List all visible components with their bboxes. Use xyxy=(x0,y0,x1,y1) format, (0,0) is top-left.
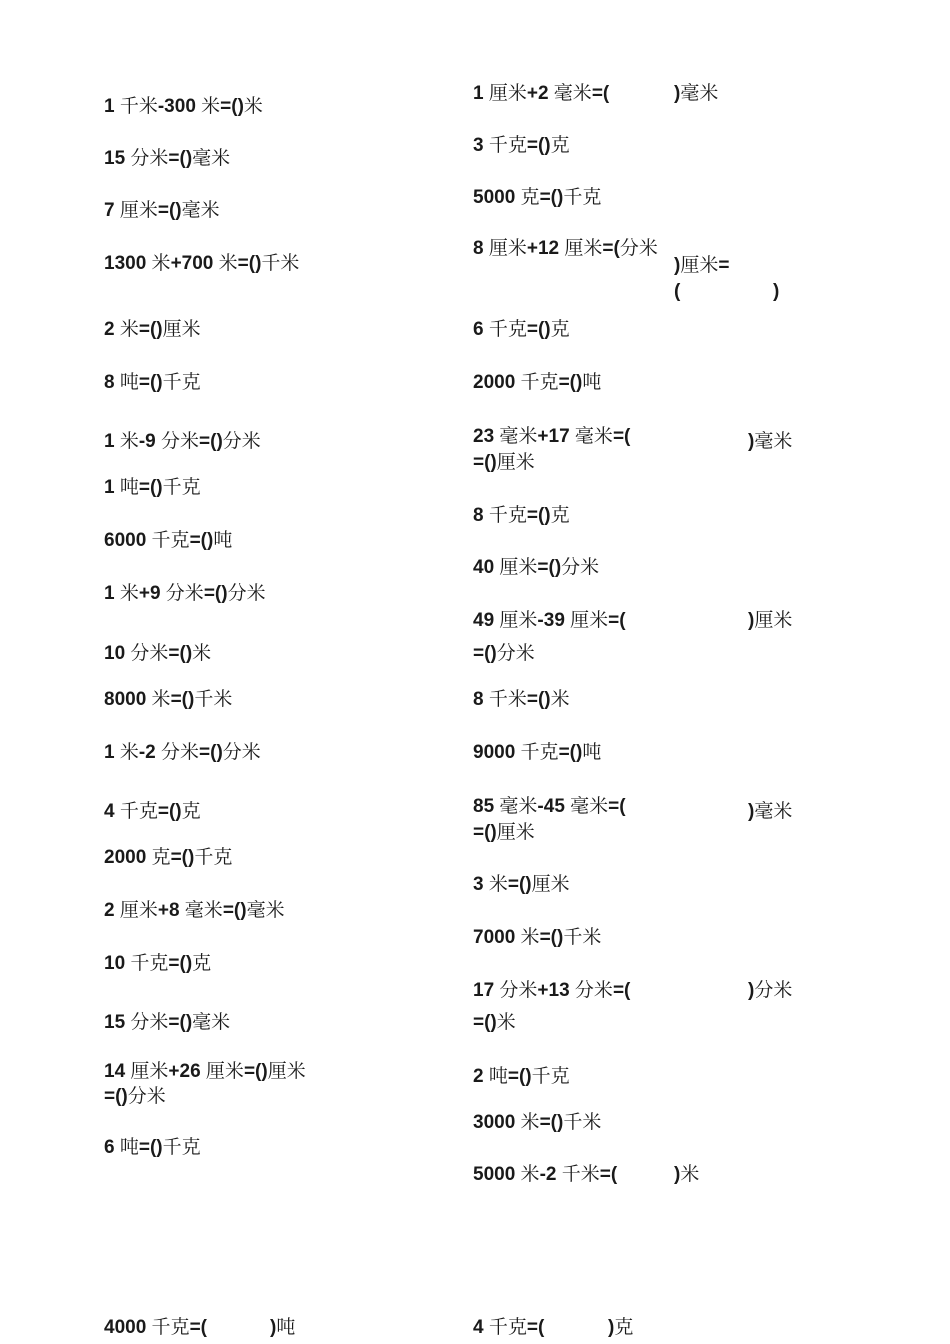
exercise-line: 5000 米-2 千米=( xyxy=(473,1164,618,1185)
exercise-line-tail: )米 xyxy=(674,1164,700,1185)
exercise-line: 7 厘米=()毫米 xyxy=(104,200,220,221)
exercise-line: 1 吨=()千克 xyxy=(104,477,201,498)
exercise-line: 40 厘米=()分米 xyxy=(473,557,600,578)
exercise-line: 2000 千克=()吨 xyxy=(473,372,602,393)
exercise-line: 49 厘米-39 厘米=( xyxy=(473,610,626,631)
exercise-line: 1 厘米+2 毫米=( xyxy=(473,83,610,104)
exercise-line: 1 米+9 分米=()分米 xyxy=(104,583,266,604)
exercise-line: 1300 米+700 米=()千米 xyxy=(104,253,300,274)
exercise-line: 6000 千克=()吨 xyxy=(104,530,233,551)
exercise-line: 85 毫米-45 毫米=( xyxy=(473,796,626,817)
exercise-line: 2 米=()厘米 xyxy=(104,319,201,340)
exercise-line: =()分米 xyxy=(473,643,535,664)
exercise-line: 2 厘米+8 毫米=()毫米 xyxy=(104,900,285,921)
exercise-line-tail: )克 xyxy=(608,1317,634,1338)
exercise-line: =()分米 xyxy=(104,1086,166,1107)
exercise-line: 3000 米=()千米 xyxy=(473,1112,602,1133)
exercise-line: 1 米-9 分米=()分米 xyxy=(104,431,261,452)
exercise-line: 8 厘米+12 厘米=(分米 xyxy=(473,238,658,259)
exercise-line-tail: )厘米= xyxy=(674,255,730,276)
exercise-line: 6 千克=()克 xyxy=(473,319,570,340)
exercise-line: 4 千克=( xyxy=(473,1317,545,1338)
exercise-line: 9000 千克=()吨 xyxy=(473,742,602,763)
exercise-line: 10 千克=()克 xyxy=(104,953,212,974)
exercise-line: 10 分米=()米 xyxy=(104,643,212,664)
exercise-line: 15 分米=()毫米 xyxy=(104,148,231,169)
exercise-line: 5000 克=()千克 xyxy=(473,187,602,208)
exercise-line-tail: )分米 xyxy=(748,980,793,1001)
exercise-line: 23 毫米+17 毫米=( xyxy=(473,426,631,447)
exercise-line-tail: )厘米 xyxy=(748,610,793,631)
exercise-line: 2 吨=()千克 xyxy=(473,1066,570,1087)
exercise-line: =()厘米 xyxy=(473,452,535,473)
exercise-line-tail: )吨 xyxy=(270,1317,296,1338)
exercise-line: 2000 克=()千克 xyxy=(104,847,233,868)
exercise-line: 8 千克=()克 xyxy=(473,505,570,526)
exercise-line: 17 分米+13 分米=( xyxy=(473,980,631,1001)
exercise-line: 6 吨=()千克 xyxy=(104,1137,201,1158)
exercise-line: 1 千米-300 米=()米 xyxy=(104,96,263,117)
exercise-line: 8 千米=()米 xyxy=(473,689,570,710)
exercise-line-tail: )毫米 xyxy=(748,801,793,822)
exercise-line: 3 米=()厘米 xyxy=(473,874,570,895)
exercise-line: 3 千克=()克 xyxy=(473,135,570,156)
exercise-line: 7000 米=()千米 xyxy=(473,927,602,948)
exercise-line: 4000 千克=( xyxy=(104,1317,207,1338)
exercise-line: 4 千克=()克 xyxy=(104,801,201,822)
exercise-line: =()米 xyxy=(473,1012,516,1033)
exercise-line-tail: ( xyxy=(674,281,681,302)
exercise-line-tail: ) xyxy=(773,281,780,302)
exercise-line: 15 分米=()毫米 xyxy=(104,1012,231,1033)
exercise-line: 14 厘米+26 厘米=()厘米 xyxy=(104,1061,306,1082)
exercise-line: 8 吨=()千克 xyxy=(104,372,201,393)
exercise-line-tail: )毫米 xyxy=(674,83,719,104)
exercise-line: 8000 米=()千米 xyxy=(104,689,233,710)
exercise-line-tail: )毫米 xyxy=(748,431,793,452)
exercise-line: =()厘米 xyxy=(473,822,535,843)
exercise-line: 1 米-2 分米=()分米 xyxy=(104,742,261,763)
